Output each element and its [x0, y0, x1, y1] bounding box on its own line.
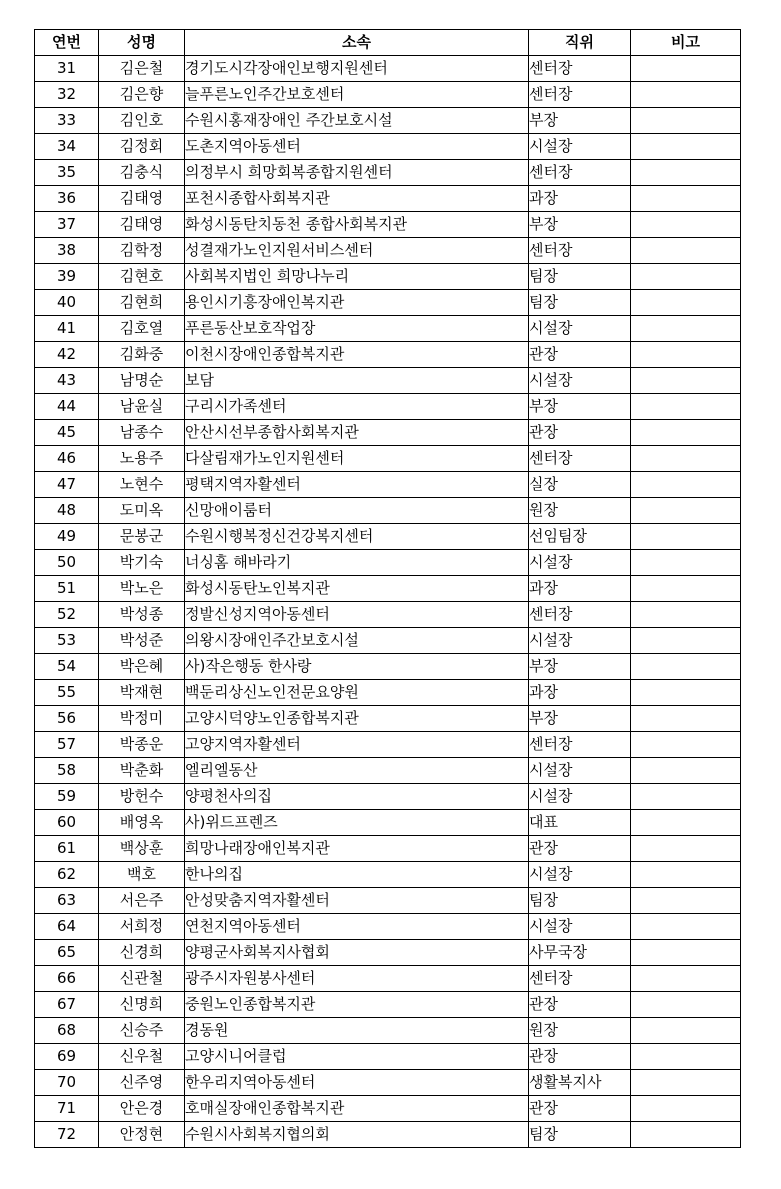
note-cell — [631, 290, 741, 316]
person-name: 김충식 — [99, 160, 185, 186]
person-name: 남명순 — [99, 368, 185, 394]
person-name: 서희정 — [99, 914, 185, 940]
note-cell — [631, 238, 741, 264]
note-cell — [631, 654, 741, 680]
row-number: 50 — [35, 550, 99, 576]
table-row — [35, 784, 741, 810]
table-row — [35, 498, 741, 524]
note-cell — [631, 160, 741, 186]
note-cell — [631, 420, 741, 446]
person-name: 서은주 — [99, 888, 185, 914]
job-position: 과장 — [529, 576, 631, 602]
job-position: 부장 — [529, 394, 631, 420]
organization: 한우리지역아동센터 — [185, 1070, 529, 1096]
job-position: 실장 — [529, 472, 631, 498]
row-number: 72 — [35, 1122, 99, 1148]
organization: 평택지역자활센터 — [185, 472, 529, 498]
row-number: 35 — [35, 160, 99, 186]
job-position: 시설장 — [529, 550, 631, 576]
person-name: 김은향 — [99, 82, 185, 108]
organization: 성결재가노인지원서비스센터 — [185, 238, 529, 264]
person-name: 도미옥 — [99, 498, 185, 524]
organization: 엘리엘동산 — [185, 758, 529, 784]
job-position: 센터장 — [529, 602, 631, 628]
table-row — [35, 680, 741, 706]
organization: 중원노인종합복지관 — [185, 992, 529, 1018]
organization: 양평군사회복지사협회 — [185, 940, 529, 966]
person-name: 신관철 — [99, 966, 185, 992]
job-position: 팀장 — [529, 264, 631, 290]
job-position: 원장 — [529, 1018, 631, 1044]
job-position: 사무국장 — [529, 940, 631, 966]
row-number: 42 — [35, 342, 99, 368]
note-cell — [631, 706, 741, 732]
note-cell — [631, 108, 741, 134]
person-name: 박성종 — [99, 602, 185, 628]
header-no: 연번 — [35, 30, 99, 56]
table-row — [35, 914, 741, 940]
person-name: 노용주 — [99, 446, 185, 472]
header-name: 성명 — [99, 30, 185, 56]
row-number: 32 — [35, 82, 99, 108]
organization: 수원시행복정신건강복지센터 — [185, 524, 529, 550]
organization: 이천시장애인종합복지관 — [185, 342, 529, 368]
table-row — [35, 576, 741, 602]
person-name: 배영옥 — [99, 810, 185, 836]
header-row — [35, 30, 741, 56]
job-position: 팀장 — [529, 888, 631, 914]
table-row — [35, 186, 741, 212]
organization: 안성맞춤지역자활센터 — [185, 888, 529, 914]
job-position: 팀장 — [529, 290, 631, 316]
job-position: 센터장 — [529, 82, 631, 108]
table-row — [35, 368, 741, 394]
note-cell — [631, 888, 741, 914]
organization: 푸른동산보호작업장 — [185, 316, 529, 342]
job-position: 부장 — [529, 212, 631, 238]
organization: 도촌지역아동센터 — [185, 134, 529, 160]
row-number: 46 — [35, 446, 99, 472]
row-number: 48 — [35, 498, 99, 524]
row-number: 63 — [35, 888, 99, 914]
organization: 사회복지법인 희망나누리 — [185, 264, 529, 290]
organization: 용인시기흥장애인복지관 — [185, 290, 529, 316]
table-row — [35, 446, 741, 472]
table-row — [35, 602, 741, 628]
note-cell — [631, 758, 741, 784]
organization: 수원시홍재장애인 주간보호시설 — [185, 108, 529, 134]
note-cell — [631, 836, 741, 862]
row-number: 61 — [35, 836, 99, 862]
note-cell — [631, 446, 741, 472]
table-row — [35, 420, 741, 446]
note-cell — [631, 992, 741, 1018]
note-cell — [631, 186, 741, 212]
row-number: 55 — [35, 680, 99, 706]
job-position: 대표 — [529, 810, 631, 836]
person-name: 신주영 — [99, 1070, 185, 1096]
organization: 고양지역자활센터 — [185, 732, 529, 758]
person-name: 김인호 — [99, 108, 185, 134]
row-number: 69 — [35, 1044, 99, 1070]
table-row — [35, 1096, 741, 1122]
table-row — [35, 992, 741, 1018]
note-cell — [631, 56, 741, 82]
person-name: 안은경 — [99, 1096, 185, 1122]
person-name: 박재현 — [99, 680, 185, 706]
note-cell — [631, 550, 741, 576]
row-number: 66 — [35, 966, 99, 992]
table-row — [35, 1018, 741, 1044]
row-number: 58 — [35, 758, 99, 784]
row-number: 33 — [35, 108, 99, 134]
note-cell — [631, 1044, 741, 1070]
person-name: 김현호 — [99, 264, 185, 290]
person-name: 김화중 — [99, 342, 185, 368]
job-position: 센터장 — [529, 238, 631, 264]
organization: 수원시사회복지협의회 — [185, 1122, 529, 1148]
note-cell — [631, 524, 741, 550]
person-name: 방헌수 — [99, 784, 185, 810]
row-number: 54 — [35, 654, 99, 680]
organization: 희망나래장애인복지관 — [185, 836, 529, 862]
organization: 사)위드프렌즈 — [185, 810, 529, 836]
person-name: 남윤실 — [99, 394, 185, 420]
note-cell — [631, 940, 741, 966]
person-name: 김현희 — [99, 290, 185, 316]
person-name: 김정회 — [99, 134, 185, 160]
row-number: 40 — [35, 290, 99, 316]
organization: 화성시동탄노인복지관 — [185, 576, 529, 602]
row-number: 37 — [35, 212, 99, 238]
organization: 한나의집 — [185, 862, 529, 888]
table-row — [35, 394, 741, 420]
organization: 의정부시 희망회복종합지원센터 — [185, 160, 529, 186]
job-position: 선임팀장 — [529, 524, 631, 550]
organization: 정발신성지역아동센터 — [185, 602, 529, 628]
organization: 구리시가족센터 — [185, 394, 529, 420]
job-position: 부장 — [529, 706, 631, 732]
job-position: 관장 — [529, 1044, 631, 1070]
job-position: 시설장 — [529, 628, 631, 654]
header-org: 소속 — [185, 30, 529, 56]
note-cell — [631, 1070, 741, 1096]
table-row — [35, 966, 741, 992]
job-position: 관장 — [529, 342, 631, 368]
job-position: 시설장 — [529, 316, 631, 342]
table-row — [35, 290, 741, 316]
job-position: 부장 — [529, 654, 631, 680]
note-cell — [631, 810, 741, 836]
person-name: 신우철 — [99, 1044, 185, 1070]
note-cell — [631, 680, 741, 706]
table-row — [35, 134, 741, 160]
job-position: 과장 — [529, 186, 631, 212]
job-position: 센터장 — [529, 966, 631, 992]
note-cell — [631, 1122, 741, 1148]
table-row — [35, 836, 741, 862]
person-name: 남종수 — [99, 420, 185, 446]
job-position: 과장 — [529, 680, 631, 706]
table-row — [35, 706, 741, 732]
row-number: 44 — [35, 394, 99, 420]
row-number: 60 — [35, 810, 99, 836]
organization: 경기도시각장애인보행지원센터 — [185, 56, 529, 82]
row-number: 65 — [35, 940, 99, 966]
person-name: 박정미 — [99, 706, 185, 732]
table-row — [35, 758, 741, 784]
table-row — [35, 940, 741, 966]
person-name: 박은혜 — [99, 654, 185, 680]
row-number: 52 — [35, 602, 99, 628]
table-row — [35, 732, 741, 758]
job-position: 시설장 — [529, 758, 631, 784]
organization: 백둔리상신노인전문요양원 — [185, 680, 529, 706]
table-row — [35, 264, 741, 290]
person-name: 노현수 — [99, 472, 185, 498]
person-name: 박노은 — [99, 576, 185, 602]
header-position: 직위 — [529, 30, 631, 56]
table-row — [35, 654, 741, 680]
table-row — [35, 888, 741, 914]
table-row — [35, 550, 741, 576]
row-number: 36 — [35, 186, 99, 212]
note-cell — [631, 862, 741, 888]
note-cell — [631, 342, 741, 368]
note-cell — [631, 732, 741, 758]
note-cell — [631, 602, 741, 628]
job-position: 시설장 — [529, 784, 631, 810]
row-number: 41 — [35, 316, 99, 342]
organization: 신망애이룸터 — [185, 498, 529, 524]
note-cell — [631, 472, 741, 498]
job-position: 시설장 — [529, 914, 631, 940]
job-position: 시설장 — [529, 134, 631, 160]
row-number: 71 — [35, 1096, 99, 1122]
organization: 늘푸른노인주간보호센터 — [185, 82, 529, 108]
row-number: 45 — [35, 420, 99, 446]
note-cell — [631, 498, 741, 524]
row-number: 38 — [35, 238, 99, 264]
row-number: 51 — [35, 576, 99, 602]
table-row — [35, 82, 741, 108]
table-row — [35, 1122, 741, 1148]
person-name: 신명희 — [99, 992, 185, 1018]
row-number: 43 — [35, 368, 99, 394]
job-position: 시설장 — [529, 862, 631, 888]
row-number: 31 — [35, 56, 99, 82]
person-name: 신승주 — [99, 1018, 185, 1044]
table-row — [35, 1070, 741, 1096]
row-number: 49 — [35, 524, 99, 550]
note-cell — [631, 576, 741, 602]
table-row — [35, 316, 741, 342]
header-note: 비고 — [631, 30, 741, 56]
organization: 호매실장애인종합복지관 — [185, 1096, 529, 1122]
organization: 광주시자원봉사센터 — [185, 966, 529, 992]
person-name: 신경희 — [99, 940, 185, 966]
note-cell — [631, 212, 741, 238]
job-position: 센터장 — [529, 732, 631, 758]
table-row — [35, 342, 741, 368]
job-position: 센터장 — [529, 56, 631, 82]
organization: 고양시니어클럽 — [185, 1044, 529, 1070]
job-position: 생활복지사 — [529, 1070, 631, 1096]
job-position: 관장 — [529, 836, 631, 862]
table-body — [35, 56, 741, 1148]
organization: 너싱홈 해바라기 — [185, 550, 529, 576]
job-position: 시설장 — [529, 368, 631, 394]
job-position: 부장 — [529, 108, 631, 134]
note-cell — [631, 1018, 741, 1044]
note-cell — [631, 264, 741, 290]
person-name: 김태영 — [99, 212, 185, 238]
organization: 양평천사의집 — [185, 784, 529, 810]
organization: 화성시동탄치동천 종합사회복지관 — [185, 212, 529, 238]
person-name: 박종운 — [99, 732, 185, 758]
row-number: 47 — [35, 472, 99, 498]
note-cell — [631, 316, 741, 342]
organization: 연천지역아동센터 — [185, 914, 529, 940]
row-number: 53 — [35, 628, 99, 654]
person-name: 김태영 — [99, 186, 185, 212]
person-name: 박기숙 — [99, 550, 185, 576]
row-number: 64 — [35, 914, 99, 940]
table-row — [35, 56, 741, 82]
row-number: 59 — [35, 784, 99, 810]
organization: 사)작은행동 한사랑 — [185, 654, 529, 680]
table-row — [35, 628, 741, 654]
table-row — [35, 108, 741, 134]
table-row — [35, 212, 741, 238]
note-cell — [631, 134, 741, 160]
job-position: 원장 — [529, 498, 631, 524]
note-cell — [631, 394, 741, 420]
person-name: 김학정 — [99, 238, 185, 264]
table-row — [35, 1044, 741, 1070]
note-cell — [631, 628, 741, 654]
person-name: 박춘화 — [99, 758, 185, 784]
person-name: 백상훈 — [99, 836, 185, 862]
note-cell — [631, 82, 741, 108]
row-number: 62 — [35, 862, 99, 888]
job-position: 센터장 — [529, 446, 631, 472]
row-number: 56 — [35, 706, 99, 732]
job-position: 관장 — [529, 420, 631, 446]
roster-table — [34, 29, 741, 1148]
organization: 고양시덕양노인종합복지관 — [185, 706, 529, 732]
organization: 다살림재가노인지원센터 — [185, 446, 529, 472]
person-name: 김은철 — [99, 56, 185, 82]
table-row — [35, 472, 741, 498]
job-position: 센터장 — [529, 160, 631, 186]
organization: 경동원 — [185, 1018, 529, 1044]
note-cell — [631, 966, 741, 992]
table-row — [35, 238, 741, 264]
person-name: 문봉군 — [99, 524, 185, 550]
organization: 보담 — [185, 368, 529, 394]
person-name: 백호 — [99, 862, 185, 888]
row-number: 68 — [35, 1018, 99, 1044]
organization: 의왕시장애인주간보호시설 — [185, 628, 529, 654]
job-position: 관장 — [529, 992, 631, 1018]
table-row — [35, 524, 741, 550]
row-number: 39 — [35, 264, 99, 290]
person-name: 박성준 — [99, 628, 185, 654]
organization: 포천시종합사회복지관 — [185, 186, 529, 212]
organization: 안산시선부종합사회복지관 — [185, 420, 529, 446]
row-number: 57 — [35, 732, 99, 758]
table-row — [35, 810, 741, 836]
note-cell — [631, 368, 741, 394]
table-row — [35, 160, 741, 186]
job-position: 팀장 — [529, 1122, 631, 1148]
row-number: 67 — [35, 992, 99, 1018]
note-cell — [631, 784, 741, 810]
note-cell — [631, 914, 741, 940]
row-number: 34 — [35, 134, 99, 160]
row-number: 70 — [35, 1070, 99, 1096]
person-name: 안정현 — [99, 1122, 185, 1148]
table-row — [35, 862, 741, 888]
person-name: 김호열 — [99, 316, 185, 342]
note-cell — [631, 1096, 741, 1122]
job-position: 관장 — [529, 1096, 631, 1122]
